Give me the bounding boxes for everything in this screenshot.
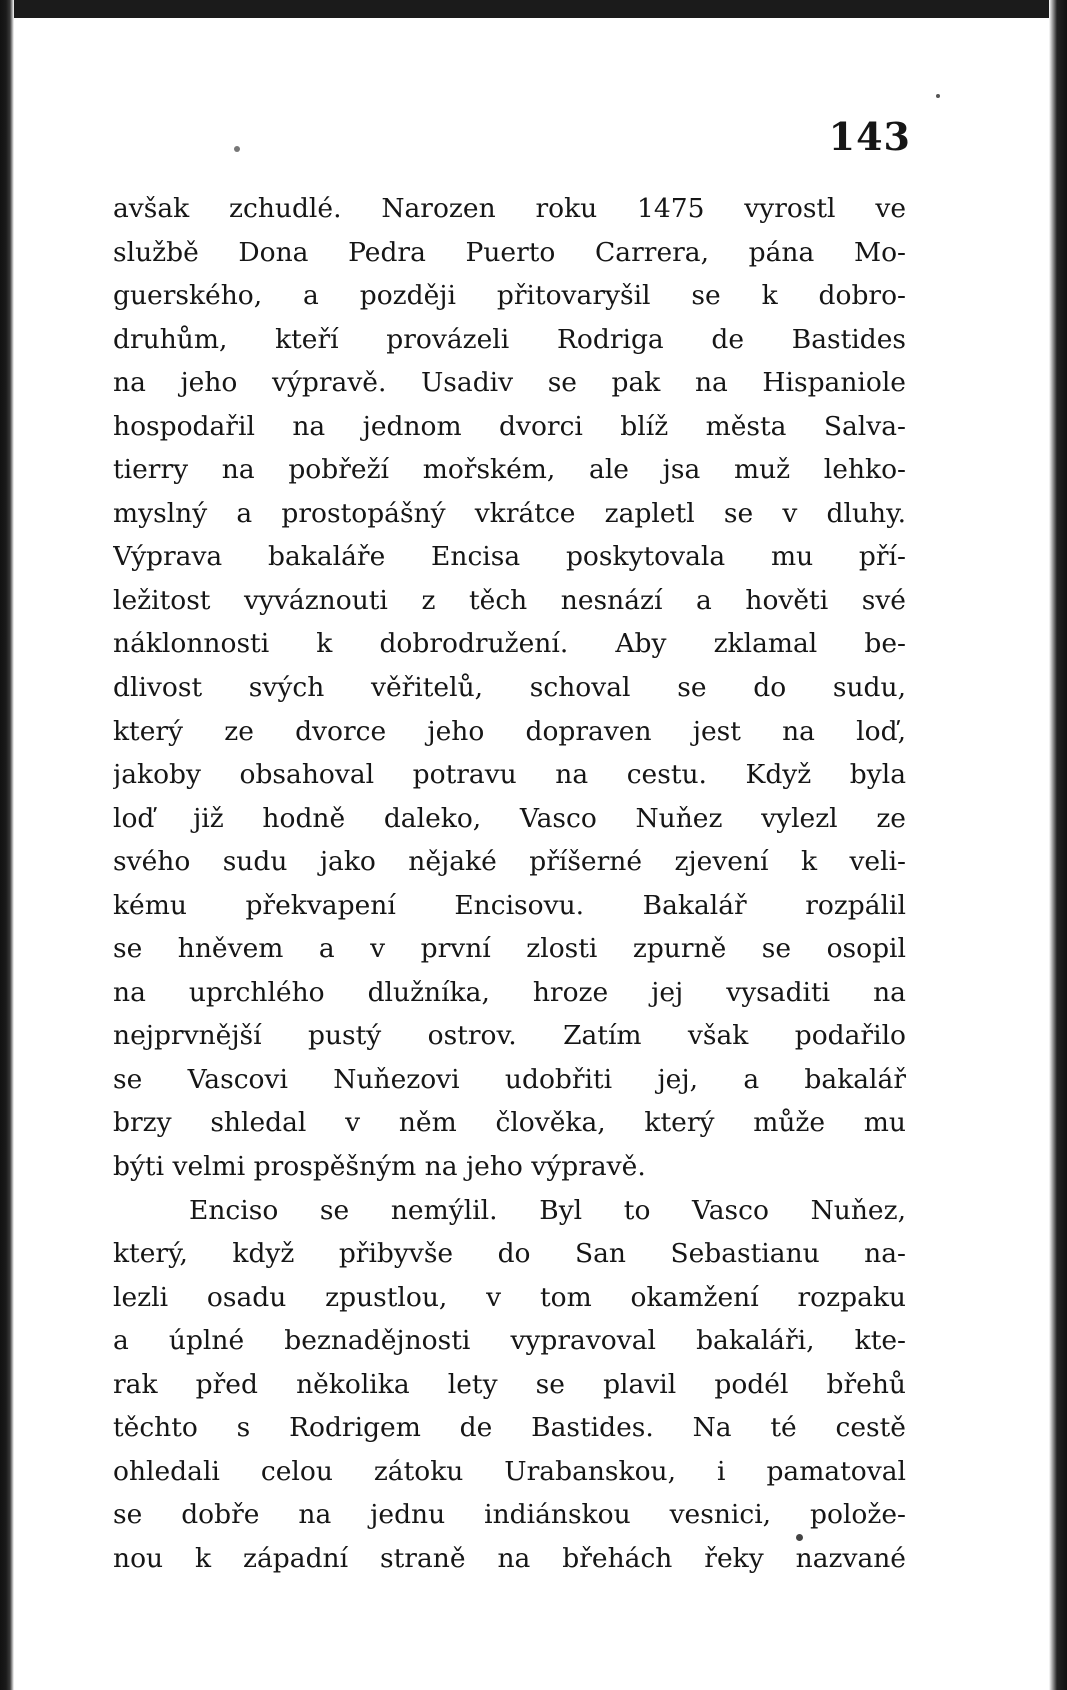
text-line: druhům, kteří provázeli Rodriga de Bastides	[113, 323, 906, 355]
text-line: jakoby obsahoval potravu na cestu. Když byla	[113, 759, 906, 791]
text-line: který, když přibyvše do San Sebastianu na-	[113, 1238, 906, 1270]
text-line: ležitost vyváznouti z těch nesnází a hověti své	[113, 584, 906, 616]
text-line: lezli osadu zpustlou, v tom okamžení rozpaku	[113, 1281, 906, 1313]
ink-speck	[234, 146, 240, 152]
text-line: a úplné beznadějnosti vypravoval bakaláři, kte-	[113, 1325, 906, 1357]
scan-border-right	[1049, 0, 1067, 1690]
text-line: hospodařil na jednom dvorci blíž města Salva-	[113, 410, 906, 442]
text-line: se dobře na jednu indiánskou vesnici, polože-	[113, 1499, 906, 1531]
text-line: těchto s Rodrigem de Bastides. Na té cestě	[113, 1412, 906, 1444]
text-line: se Vascovi Nuňezovi udobřiti jej, a bakalář	[113, 1063, 906, 1095]
text-line: na uprchlého dlužníka, hroze jej vysaditi na	[113, 976, 906, 1008]
page-number: 143	[828, 114, 911, 159]
text-line: býti velmi prospěšným na jeho výpravě.	[113, 1151, 646, 1183]
scan-border-left	[0, 0, 14, 1690]
text-line-paragraph-start: Enciso se nemýlil. Byl to Vasco Nuňez,	[189, 1194, 906, 1226]
text-line: se hněvem a v první zlosti zpurně se osopil	[113, 933, 906, 965]
text-line: brzy shledal v něm člověka, který může mu	[113, 1107, 906, 1139]
text-line: ohledali celou zátoku Urabanskou, i pamatoval	[113, 1455, 906, 1487]
text-line: Výprava bakaláře Encisa poskytovala mu pří-	[113, 541, 906, 573]
text-line: avšak zchudlé. Narozen roku 1475 vyrostl ve	[113, 193, 906, 224]
text-line: myslný a prostopášný vkrátce zapletl se v dluhy.	[113, 497, 906, 529]
text-line: rak před několika lety se plavil podél břehů	[113, 1368, 906, 1400]
text-line: dlivost svých věřitelů, schoval se do sudu,	[113, 672, 906, 704]
text-line: nejprvnější pustý ostrov. Zatím však podařilo	[113, 1020, 906, 1052]
body-text	[113, 187, 906, 1581]
text-line: službě Dona Pedra Puerto Carrera, pána Mo-	[113, 236, 906, 268]
text-line: na jeho výpravě. Usadiv se pak na Hispaniole	[113, 367, 906, 399]
ink-speck	[936, 94, 940, 98]
text-line: náklonnosti k dobrodružení. Aby zklamal be-	[113, 628, 906, 660]
text-line: kému překvapení Encisovu. Bakalář rozpálil	[113, 889, 906, 921]
text-line: svého sudu jako nějaké příšerné zjevení k veli-	[113, 846, 906, 878]
scan-border-top	[0, 0, 1067, 18]
text-line: loď již hodně daleko, Vasco Nuňez vylezl ze	[113, 802, 906, 834]
text-line: který ze dvorce jeho dopraven jest na loď,	[113, 715, 906, 747]
text-line: nou k západní straně na břehách řeky nazvané	[113, 1542, 906, 1574]
text-line: guerského, a později přitovaryšil se k dobro-	[113, 280, 906, 312]
text-line: tierry na pobřeží mořském, ale jsa muž lehko-	[113, 454, 906, 486]
